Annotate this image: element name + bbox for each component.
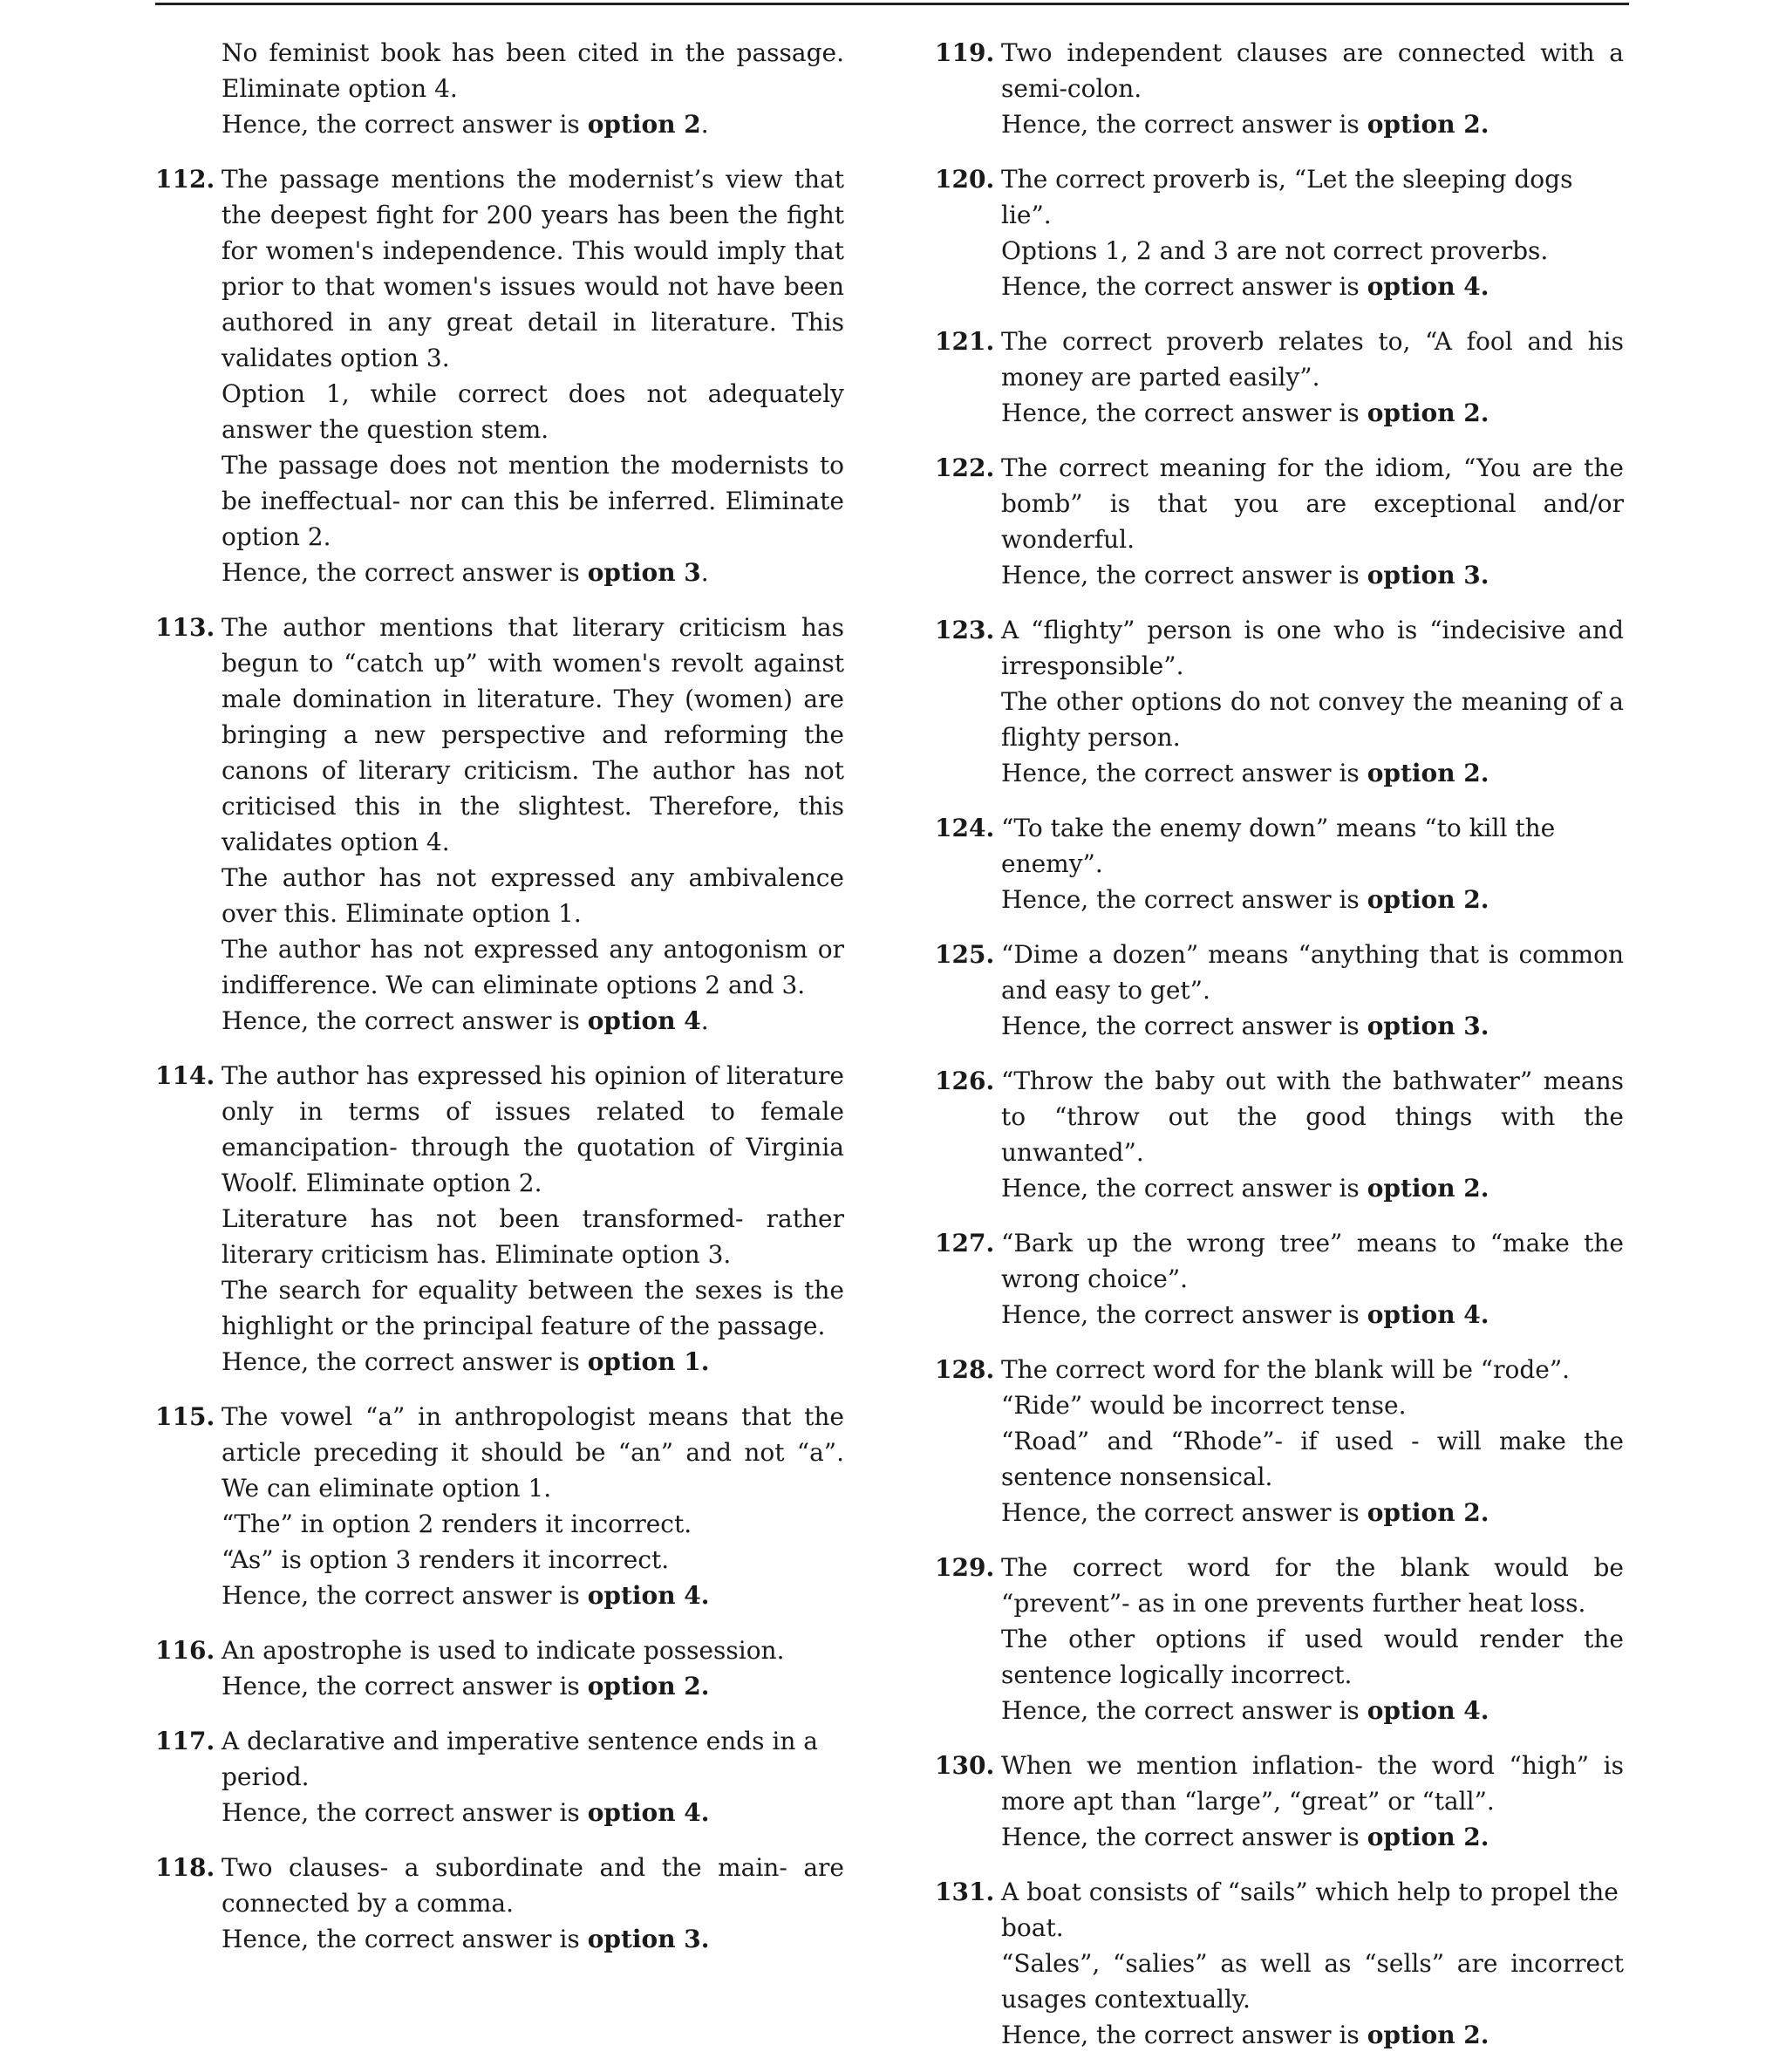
answer-option: option 2. bbox=[1367, 885, 1489, 914]
answer-item-119 bbox=[935, 35, 1624, 142]
answer-line bbox=[1001, 269, 1624, 304]
explanation-line: The author has expressed his opinion of literature only in terms of issues related to female emancipation- through the quotation of Virginia Woolf. Eliminate option 2. bbox=[222, 1061, 844, 1197]
explanation-line: A declarative and imperative sentence ends in a period. bbox=[222, 1727, 819, 1791]
item-number: 126. bbox=[935, 1067, 995, 1095]
answer-item-118 bbox=[155, 1850, 844, 1957]
answer-item-127 bbox=[935, 1225, 1624, 1332]
explanation-line: The correct proverb relates to, “A fool and his money are parted easily”. bbox=[1001, 327, 1624, 392]
answer-option: option 3. bbox=[587, 1925, 710, 1953]
item-number: 128. bbox=[935, 1355, 995, 1384]
answer-line bbox=[1001, 882, 1624, 917]
answer-prefix: Hence, the correct answer is bbox=[1001, 272, 1367, 301]
answer-item-114 bbox=[155, 1058, 844, 1380]
explanation-line: The vowel “a” in anthropologist means that the article preceding it should be “an” and not “a”. We can eliminate option 1. bbox=[222, 1402, 844, 1503]
explanation-line: “Throw the baby out with the bathwater” means to “throw out the good things with the unwanted”. bbox=[1001, 1067, 1624, 1167]
explanation-line: “To take the enemy down” means “to kill the enemy”. bbox=[1001, 814, 1556, 878]
answer-item-120 bbox=[935, 161, 1624, 304]
item-number: 116. bbox=[155, 1636, 215, 1665]
explanation-line: Literature has not been transformed- rather literary criticism has. Eliminate option 3. bbox=[222, 1204, 844, 1269]
answer-line bbox=[222, 555, 844, 590]
answer-item-115 bbox=[155, 1399, 844, 1613]
explanation-line: “Bark up the wrong tree” means to “make the wrong choice”. bbox=[1001, 1229, 1624, 1293]
answer-line bbox=[1001, 1170, 1624, 1206]
intro-answer bbox=[222, 106, 844, 142]
answer-option: option 2. bbox=[1367, 1823, 1489, 1851]
answer-line bbox=[1001, 755, 1624, 791]
answer-item-124 bbox=[935, 810, 1624, 917]
explanation-line: The passage mentions the modernist’s view that the deepest fight for 200 years has been the fight for women's independence. This would imply that prior to that women's issues would not have been authored in any great detail in literature. This validates option 3. bbox=[222, 165, 844, 372]
answer-prefix: Hence, the correct answer is bbox=[1001, 1823, 1367, 1851]
answer-line bbox=[1001, 1008, 1624, 1044]
explanation-line: The correct proverb is, “Let the sleeping dogs lie”. bbox=[1001, 165, 1573, 229]
answer-prefix: Hence, the correct answer is bbox=[1001, 110, 1367, 139]
answer-option: option 2. bbox=[1367, 2021, 1489, 2049]
explanation-line: The correct meaning for the idiom, “You are the bomb” is that you are exceptional and/or wonderful. bbox=[1001, 453, 1624, 554]
item-number: 123. bbox=[935, 616, 995, 644]
explanation-line: Two independent clauses are connected with a semi-colon. bbox=[1001, 38, 1624, 103]
answer-item-129 bbox=[935, 1550, 1624, 1728]
explanation-line: “Sales”, “salies” as well as “sells” are incorrect usages contextually. bbox=[1001, 1949, 1624, 2014]
explanation-line: A boat consists of “sails” which help to propel the boat. bbox=[1001, 1878, 1619, 1942]
item-number: 112. bbox=[155, 165, 215, 194]
item-number: 118. bbox=[155, 1853, 215, 1882]
item-number: 127. bbox=[935, 1229, 995, 1258]
item-number: 131. bbox=[935, 1878, 995, 1906]
answer-option: option 2. bbox=[1367, 759, 1489, 787]
answer-line bbox=[1001, 557, 1624, 593]
answer-option: option 1. bbox=[587, 1347, 710, 1376]
answer-line bbox=[222, 1578, 844, 1613]
answer-item-112 bbox=[155, 161, 844, 590]
explanation-line: A “flighty” person is one who is “indecisive and irresponsible”. bbox=[1001, 616, 1624, 680]
explanation-line: Options 1, 2 and 3 are not correct proverbs. bbox=[1001, 236, 1549, 265]
answer-line bbox=[222, 1003, 844, 1039]
answer-prefix: Hence, the correct answer is bbox=[222, 1581, 588, 1610]
answer-prefix: Hence, the correct answer is bbox=[1001, 561, 1367, 590]
answer-option: option 3 bbox=[587, 558, 701, 587]
item-number: 130. bbox=[935, 1751, 995, 1780]
answer-line bbox=[222, 1344, 844, 1380]
explanation-line: Two clauses- a subordinate and the main- are connected by a comma. bbox=[222, 1853, 844, 1918]
answer-option: option 4. bbox=[1367, 1696, 1489, 1725]
answer-prefix: Hence, the correct answer is bbox=[222, 558, 588, 587]
answer-prefix: Hence, the correct answer is bbox=[1001, 2021, 1367, 2049]
item-number: 122. bbox=[935, 453, 995, 482]
answer-suffix: . bbox=[700, 1006, 709, 1035]
answer-prefix: Hence, the correct answer is bbox=[1001, 885, 1367, 914]
answer-item-116 bbox=[155, 1632, 844, 1704]
answer-line bbox=[1001, 2017, 1624, 2053]
item-number: 117. bbox=[155, 1727, 215, 1755]
answer-prefix: Hence, the correct answer is bbox=[1001, 1300, 1367, 1329]
item-number: 125. bbox=[935, 940, 995, 969]
explanation-line: The search for equality between the sexes is the highlight or the principal feature of the passage. bbox=[222, 1276, 844, 1340]
right-column bbox=[935, 35, 1624, 2072]
explanation-line: Option 1, while correct does not adequately answer the question stem. bbox=[222, 379, 844, 444]
answer-item-122 bbox=[935, 450, 1624, 593]
answer-line bbox=[1001, 1297, 1624, 1332]
answer-option: option 4. bbox=[587, 1581, 710, 1610]
explanation-line: The correct word for the blank would be “prevent”- as in one prevents further heat loss. bbox=[1001, 1553, 1624, 1618]
answer-option: option 4. bbox=[1367, 1300, 1489, 1329]
answer-item-121 bbox=[935, 324, 1624, 431]
item-number: 119. bbox=[935, 38, 995, 67]
explanation-line: “Road” and “Rhode”- if used - will make the sentence nonsensical. bbox=[1001, 1427, 1624, 1491]
intro-continuation bbox=[155, 35, 844, 142]
answer-item-130 bbox=[935, 1748, 1624, 1855]
answer-prefix: Hence, the correct answer is bbox=[222, 1672, 588, 1701]
answer-item-117 bbox=[155, 1723, 844, 1830]
answer-line bbox=[222, 1921, 844, 1957]
answer-option: option 2. bbox=[1367, 110, 1489, 139]
answer-line bbox=[222, 1795, 844, 1830]
explanation-line: “As” is option 3 renders it incorrect. bbox=[222, 1545, 670, 1574]
explanation-line: “The” in option 2 renders it incorrect. bbox=[222, 1510, 692, 1538]
explanation-line: “Ride” would be incorrect tense. bbox=[1001, 1391, 1407, 1420]
explanation-line: When we mention inflation- the word “high” is more apt than “large”, “great” or “tall”. bbox=[1001, 1751, 1624, 1816]
answer-option: option 3. bbox=[1367, 561, 1489, 590]
answer-line bbox=[1001, 1819, 1624, 1855]
answer-line bbox=[1001, 395, 1624, 431]
answer-prefix: Hence, the correct answer is bbox=[1001, 1174, 1367, 1203]
answer-option: option 3. bbox=[1367, 1012, 1489, 1040]
answer-option: option 4. bbox=[1367, 272, 1489, 301]
intro-line-0: No feminist book has been cited in the passage. Eliminate option 4. bbox=[222, 38, 844, 103]
explanation-line: The other options if used would render the sentence logically incorrect. bbox=[1001, 1625, 1624, 1689]
answer-suffix: . bbox=[700, 558, 709, 587]
explanation-line: The author has not expressed any antogonism or indifference. We can eliminate options 2 and 3. bbox=[222, 935, 844, 999]
answer-option: option 2. bbox=[1367, 399, 1489, 427]
left-column bbox=[155, 35, 844, 1976]
answer-option: option 4 bbox=[587, 1006, 701, 1035]
answer-prefix: Hence, the correct answer is bbox=[1001, 1696, 1367, 1725]
answer-prefix: Hence, the correct answer is bbox=[222, 1006, 588, 1035]
item-number: 124. bbox=[935, 814, 995, 842]
explanation-line: “Dime a dozen” means “anything that is common and easy to get”. bbox=[1001, 940, 1624, 1005]
answer-line bbox=[1001, 1693, 1624, 1728]
explanation-line: The author has not expressed any ambivalence over this. Eliminate option 1. bbox=[222, 863, 844, 928]
answer-item-113 bbox=[155, 610, 844, 1039]
answer-item-131 bbox=[935, 1874, 1624, 2053]
answer-prefix: Hence, the correct answer is bbox=[222, 1798, 588, 1827]
answer-line bbox=[222, 1668, 844, 1704]
answer-prefix: Hence, the correct answer is bbox=[1001, 759, 1367, 787]
answer-prefix: Hence, the correct answer is bbox=[1001, 1498, 1367, 1527]
item-number: 121. bbox=[935, 327, 995, 356]
answer-option: option 4. bbox=[587, 1798, 710, 1827]
answer-prefix: Hence, the correct answer is bbox=[222, 1925, 588, 1953]
item-number: 120. bbox=[935, 165, 995, 194]
top-rule bbox=[155, 3, 1629, 5]
answer-prefix: Hence, the correct answer is bbox=[1001, 399, 1367, 427]
answer-item-123 bbox=[935, 612, 1624, 791]
answer-prefix: Hence, the correct answer is bbox=[1001, 1012, 1367, 1040]
answer-item-125 bbox=[935, 937, 1624, 1044]
answer-line bbox=[1001, 106, 1624, 142]
answer-line bbox=[1001, 1495, 1624, 1530]
item-number: 129. bbox=[935, 1553, 995, 1582]
explanation-line: An apostrophe is used to indicate possession. bbox=[222, 1636, 785, 1665]
answer-prefix: Hence, the correct answer is bbox=[222, 1347, 588, 1376]
explanation-line: The correct word for the blank will be “rode”. bbox=[1001, 1355, 1571, 1384]
explanation-line: The other options do not convey the meaning of a flighty person. bbox=[1001, 687, 1624, 752]
item-number: 115. bbox=[155, 1402, 215, 1431]
item-number: 113. bbox=[155, 613, 215, 642]
answer-prefix: Hence, the correct answer is bbox=[222, 110, 588, 139]
answer-option: option 2. bbox=[587, 1672, 710, 1701]
item-number: 114. bbox=[155, 1061, 215, 1090]
answer-option: option 2. bbox=[1367, 1174, 1489, 1203]
answer-option: option 2 bbox=[587, 110, 701, 139]
answer-item-126 bbox=[935, 1063, 1624, 1206]
answer-suffix: . bbox=[700, 110, 709, 139]
answer-option: option 2. bbox=[1367, 1498, 1489, 1527]
explanation-line: The author mentions that literary criticism has begun to “catch up” with women's revolt against male domination in literature. They (women) are bringing a new perspective and reforming the canons of literary criticism. The author has not criticised this in the slightest. Therefore, this validates option 4. bbox=[222, 613, 844, 856]
explanation-line: The passage does not mention the modernists to be ineffectual- nor can this be inferred. Eliminate option 2. bbox=[222, 451, 844, 551]
answer-item-128 bbox=[935, 1352, 1624, 1530]
